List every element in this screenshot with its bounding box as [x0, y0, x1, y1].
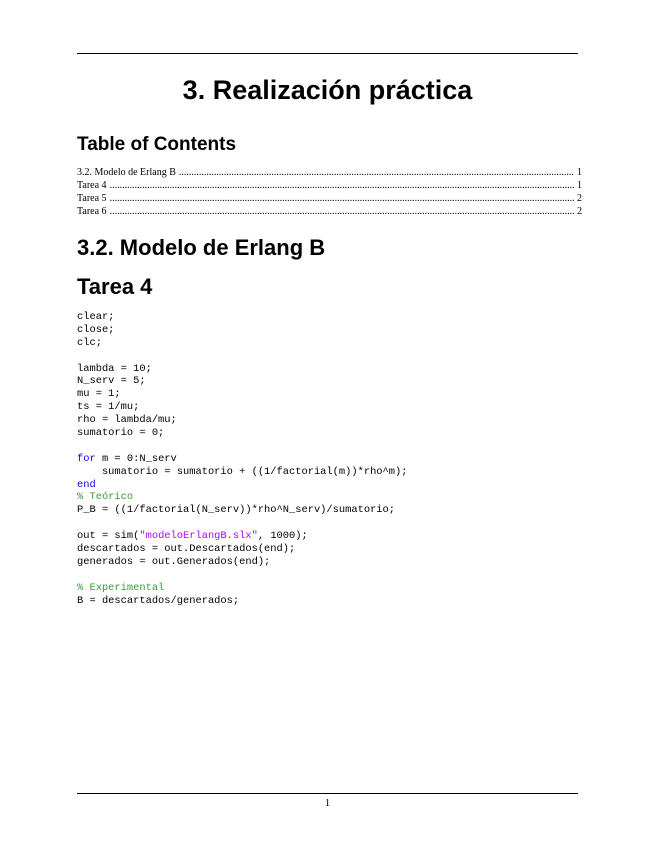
comment-experimental: % Experimental — [77, 581, 165, 594]
code-line — [77, 350, 407, 363]
bottom-rule — [77, 793, 578, 794]
code-line: sumatorio = sumatorio + ((1/factorial(m))*rho^m); — [77, 465, 408, 478]
code-line: lambda = 10; — [77, 362, 152, 375]
toc-entry-label[interactable]: Tarea 6 — [77, 206, 107, 217]
code-line-sim — [77, 530, 407, 543]
toc-entry-page: 1 — [577, 167, 582, 178]
code-line: descartados = out.Descartados(end); — [77, 543, 296, 556]
code-line: generados = out.Generados(end); — [77, 555, 271, 568]
code-line: P_B = ((1/factorial(N_serv))*rho^N_serv)/sumatorio; — [77, 504, 396, 517]
keyword-for: for — [77, 452, 96, 465]
task-heading: Tarea 4 — [77, 274, 153, 299]
top-rule — [77, 53, 578, 54]
code-line: clear; — [77, 311, 115, 323]
toc-leader-dots — [179, 166, 574, 179]
code-line: ts = 1/mu; — [77, 401, 140, 414]
toc-entry-tarea-6[interactable] — [77, 205, 582, 218]
code-line: close; — [77, 323, 115, 336]
comment-teorico: % Teórico — [77, 491, 134, 504]
page-number: 1 — [324, 797, 331, 809]
toc-entry-label[interactable]: Tarea 4 — [77, 180, 107, 191]
toc-entry-tarea-5[interactable] — [77, 192, 582, 205]
code-line-for — [77, 453, 407, 466]
page-title: 3. Realización práctica — [182, 75, 473, 105]
code-line: mu = 1; — [77, 388, 121, 401]
toc-heading: Table of Contents — [77, 134, 237, 155]
code-line: B = descartados/generados; — [77, 594, 240, 607]
toc-entry-page: 2 — [577, 206, 582, 217]
table-of-contents — [77, 166, 582, 218]
toc-leader-dots — [110, 205, 574, 218]
code-line: N_serv = 5; — [77, 375, 146, 388]
code-line: sumatorio = 0; — [77, 427, 165, 440]
code-segment: m = 0:N_serv — [95, 452, 177, 465]
code-line: rho = lambda/mu; — [77, 414, 177, 427]
code-line: clc; — [77, 336, 102, 349]
string-literal: "modeloErlangB.slx" — [139, 530, 258, 543]
code-line — [77, 440, 407, 453]
code-segment: , 1000); — [257, 530, 308, 543]
keyword-end: end — [77, 478, 96, 491]
toc-leader-dots — [110, 192, 574, 205]
code-line — [77, 569, 407, 582]
code-segment: out = sim( — [77, 530, 140, 543]
toc-entry-label[interactable]: Tarea 5 — [77, 193, 107, 204]
toc-entry-page: 2 — [577, 193, 582, 204]
code-block — [77, 311, 407, 607]
section-heading: 3.2. Modelo de Erlang B — [77, 235, 326, 260]
toc-entry-label[interactable]: 3.2. Modelo de Erlang B — [77, 167, 176, 178]
toc-entry-tarea-4[interactable] — [77, 179, 582, 192]
toc-entry-page: 1 — [577, 180, 582, 191]
toc-leader-dots — [110, 179, 574, 192]
code-line — [77, 517, 407, 530]
toc-entry-modelo-erlang-b[interactable] — [77, 166, 582, 179]
